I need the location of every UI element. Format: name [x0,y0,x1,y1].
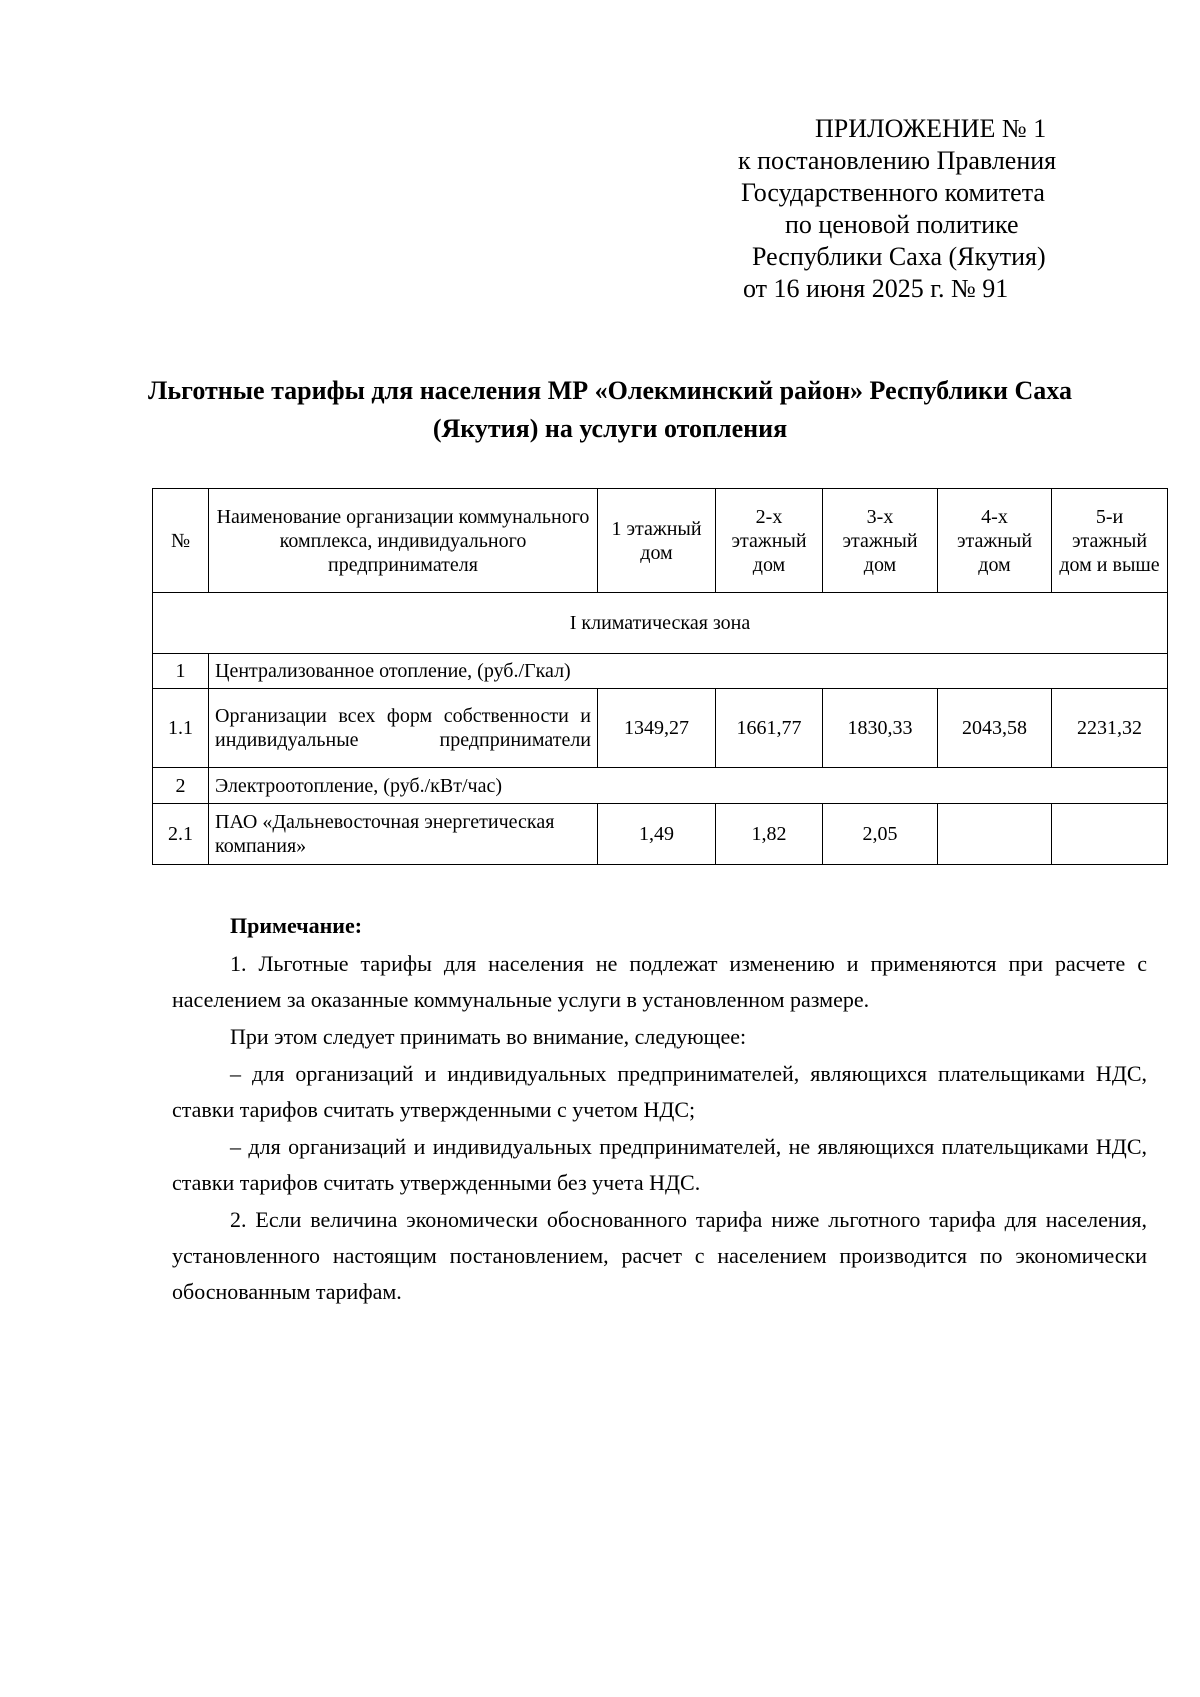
value-cell: 2,05 [823,804,938,865]
header-floor-1: 1 этажный дом [598,489,716,593]
note-paragraph: При этом следует принимать во внимание, следующее: [230,1024,747,1049]
row-num: 2 [153,768,209,804]
value-cell [1052,804,1168,865]
table-row [153,804,1168,865]
header-floor-2: 2-х этажный дом [716,489,823,593]
value-cell: 1349,27 [598,689,716,768]
row-name: ПАО «Дальневосточная энергетическая компания» [209,804,598,865]
row-name: Организации всех форм собственности и индивидуальные предприниматели [209,689,598,768]
appendix-line: Государственного комитета [741,178,1045,207]
note-paragraph: 1. Льготные тарифы для населения не подлежат изменению и применяются при расчете с населением за оказанные коммунальные услуги в установленном размере. [172,951,1147,1012]
row-num: 2.1 [153,804,209,865]
table-row [153,689,1168,768]
tariff-table [152,488,1168,865]
table-header-row [153,489,1168,593]
header-organization: Наименование организации коммунального комплекса, индивидуального предпринимателя [209,489,598,593]
table-row [153,654,1168,689]
appendix-line: по ценовой политике [785,210,1019,239]
header-floor-5: 5-и этажный дом и выше [1052,489,1168,593]
appendix-line: от 16 июня 2025 г. № 91 [743,274,1009,303]
row-name: Централизованное отопление, (руб./Гкал) [209,654,1168,689]
table-row [153,768,1168,804]
notes-heading: Примечание: [230,913,363,938]
value-cell: 1,82 [716,804,823,865]
note-paragraph: – для организаций и индивидуальных предпринимателей, не являющихся плательщиками НДС, ставки тарифов считать утвержденными без учета НДС. [172,1134,1147,1195]
note-paragraph: 2. Если величина экономически обоснованного тарифа ниже льготного тарифа для населения, установленного настоящим постановлением, расчет с населением производится по экономически обоснованным тарифам. [172,1207,1147,1304]
row-name: Электроотопление, (руб./кВт/час) [209,768,1168,804]
appendix-line: к постановлению Правления [738,146,1057,175]
zone-row [153,593,1168,654]
document-title: Льготные тарифы для населения МР «Олекминский район» Республики Саха (Якутия) на услуги отопления [148,376,1072,443]
value-cell [938,804,1052,865]
header-num: № [153,489,209,593]
value-cell: 1661,77 [716,689,823,768]
header-floor-4: 4-х этажный дом [938,489,1052,593]
notes-section [172,908,1147,1311]
value-cell: 2043,58 [938,689,1052,768]
row-num: 1 [153,654,209,689]
header-floor-3: 3-х этажный дом [823,489,938,593]
value-cell: 1,49 [598,804,716,865]
value-cell: 2231,32 [1052,689,1168,768]
appendix-line: ПРИЛОЖЕНИЕ № 1 [815,114,1047,143]
row-num: 1.1 [153,689,209,768]
climate-zone: I климатическая зона [153,593,1168,654]
appendix-line: Республики Саха (Якутия) [752,242,1046,271]
note-paragraph: – для организаций и индивидуальных предпринимателей, являющихся плательщиками НДС, ставки тарифов считать утвержденными с учетом НДС; [172,1061,1147,1122]
value-cell: 1830,33 [823,689,938,768]
